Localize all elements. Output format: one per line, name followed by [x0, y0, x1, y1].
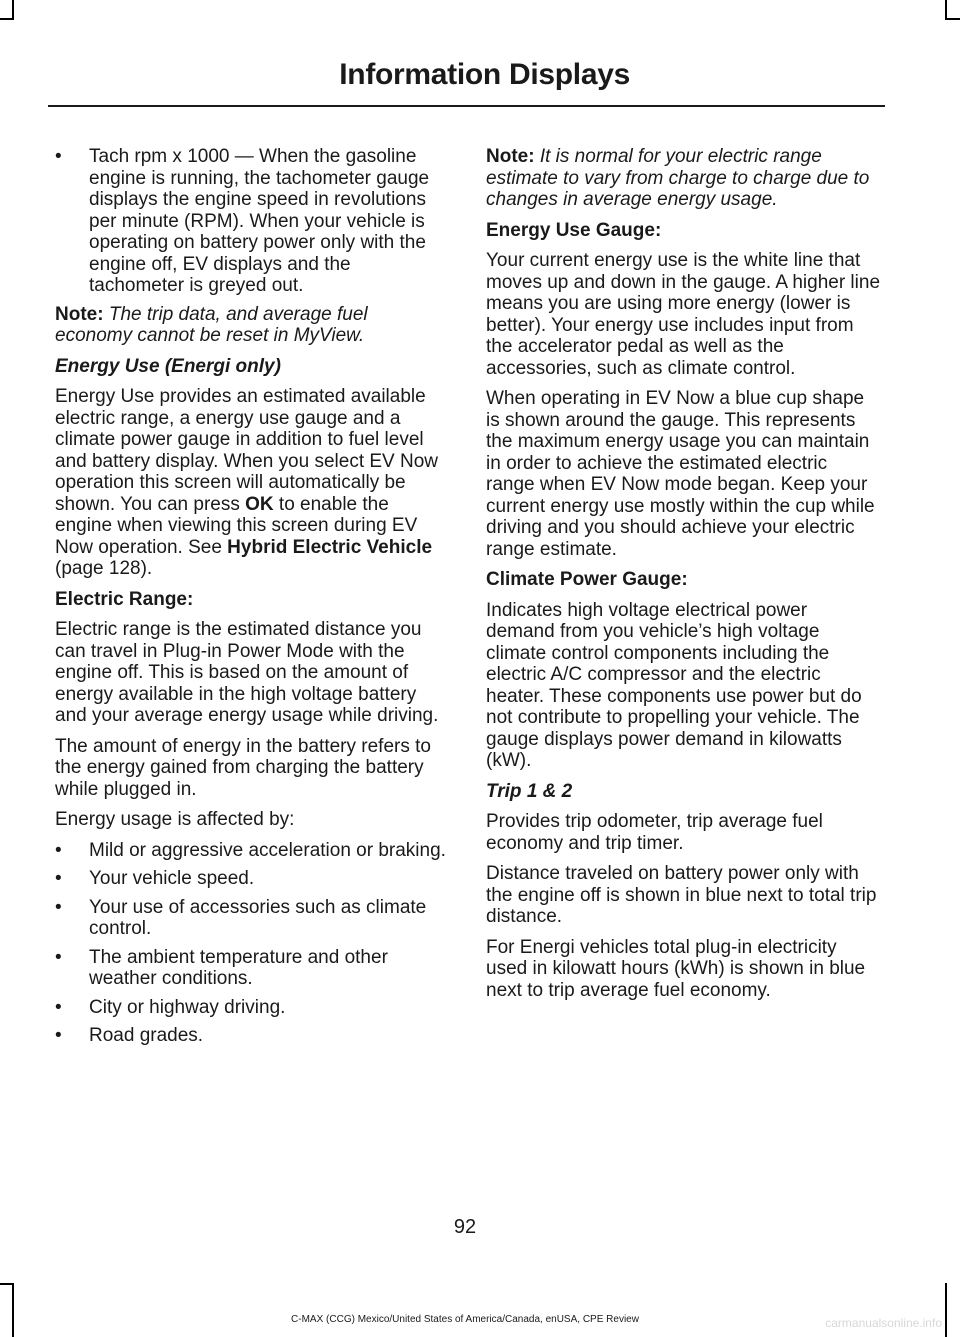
energy-use-paragraph: [55, 386, 447, 580]
energy-use-heading: Energy Use (Energi only): [55, 355, 281, 377]
energy-use-text-1: Energy Use provides an estimated available electric range, a energy use gauge and a climate power gauge in addition to fuel level and battery display. When you select EV Now operation this screen will automatically be shown. You can press: [55, 386, 439, 515]
electric-range-p1: Electric range is the estimated distance you can travel in Plug-in Power Mode with the engine off. This is based on the amount of energy available in the high voltage battery and your average energy usage while driving.: [55, 619, 439, 726]
crop-mark-bottom-left-h: [0, 1283, 14, 1285]
crop-mark-top-right-v: [945, 0, 947, 20]
electric-range-heading: Electric Range:: [55, 588, 194, 610]
list-item: [55, 997, 447, 1019]
note-label: Note:: [55, 303, 104, 325]
energy-usage-intro: Energy usage is affected by:: [55, 809, 295, 830]
list-item-text: The ambient temperature and other weather conditions.: [89, 946, 388, 989]
trip-p3: For Energi vehicles total plug-in electricity used in kilowatt hours (kWh) is shown in blue next to trip average fuel economy.: [486, 936, 866, 1001]
right-column: [486, 146, 880, 1010]
bullet-dot: •: [55, 996, 62, 1018]
page-reference: (page 128).: [55, 558, 153, 579]
hybrid-electric-vehicle-link[interactable]: Hybrid Electric Vehicle: [227, 536, 433, 558]
bullet-tach-text: Tach rpm x 1000 — When the gasoline engine is running, the tachometer gauge displays the engine speed in revolutions per minute (RPM). When your vehicle is operating on battery power only with the engine off, EV displays and the tachometer is greyed out.: [89, 146, 430, 296]
bullet-dot: •: [55, 146, 62, 167]
energy-gauge-p2: When operating in EV Now a blue cup shape is shown around the gauge. This represents the maximum energy usage you can maintain in order to achieve the estimated electric range when EV Now mode began. Keep your current energy use mostly within the cup while driving and you should achieve your electric range estimate.: [486, 388, 875, 560]
page-number: 92: [453, 1216, 477, 1238]
note-label: Note:: [486, 146, 535, 167]
bullet-tach: [55, 146, 447, 297]
bullet-dot: •: [55, 896, 62, 918]
page-title: Information Displays: [339, 58, 630, 91]
list-item-text: Road grades.: [89, 1025, 204, 1046]
bullet-dot: •: [55, 868, 62, 889]
footer-meta: C-MAX (CCG) Mexico/United States of America/Canada, enUSA, CPE Review: [291, 1314, 639, 1325]
crop-mark-bottom-right-v: [945, 1283, 947, 1337]
electric-range-p2: The amount of energy in the battery refers to the energy gained from charging the battery while plugged in.: [55, 735, 431, 800]
climate-power-gauge-heading: Climate Power Gauge:: [486, 569, 688, 590]
trip-heading: Trip 1 & 2: [486, 780, 573, 802]
crop-mark-top-left-v: [12, 0, 14, 20]
watermark: carmanualsonline.info: [825, 1316, 942, 1330]
climate-p1: Indicates high voltage electrical power demand from you vehicle’s high voltage climate control components including the electric A/C compressor and the electric heater. These components use power but do not contribute to propelling your vehicle. The gauge displays power demand in kilowatts (kW).: [486, 599, 862, 771]
energy-gauge-p1: Your current energy use is the white line that moves up and down in the gauge. A higher line means you are using more energy (lower is better). Your energy use includes input from the accelerator pedal as well as the accessories, such as climate control.: [486, 250, 881, 379]
crop-mark-bottom-left-v: [12, 1283, 14, 1337]
note-trip-data: [55, 304, 447, 347]
crop-mark-top-left-h: [0, 18, 14, 20]
list-item-text: City or highway driving.: [89, 996, 286, 1018]
list-item-text: Your use of accessories such as climate control.: [89, 896, 427, 939]
list-item: [55, 1025, 447, 1047]
trip-p1: Provides trip odometer, trip average fuel economy and trip timer.: [486, 811, 823, 854]
crop-mark-top-right-h: [945, 18, 960, 20]
list-item: [55, 897, 447, 940]
trip-p2: Distance traveled on battery power only with the engine off is shown in blue next to total trip distance.: [486, 863, 877, 927]
list-item-text: Mild or aggressive acceleration or braking.: [89, 839, 446, 861]
note-text: The trip data, and average fuel economy cannot be reset in MyView.: [55, 303, 368, 346]
list-item-text: Your vehicle speed.: [89, 868, 255, 889]
list-item: [55, 840, 447, 862]
list-item: [55, 868, 447, 890]
bullet-dot: •: [55, 1025, 62, 1046]
note-text: It is normal for your electric range estimate to vary from charge to charge due to changes in average energy usage.: [486, 146, 870, 210]
energy-use-text-2: to enable the engine when viewing this screen during EV Now operation. See: [55, 493, 418, 558]
list-item: [55, 947, 447, 990]
header-divider: [48, 105, 885, 107]
bullet-dot: •: [55, 946, 62, 968]
bullet-dot: •: [55, 839, 62, 861]
note-electric-range: [486, 146, 880, 211]
ok-button-label: OK: [245, 493, 274, 515]
left-column: [55, 146, 447, 1054]
energy-use-gauge-heading: Energy Use Gauge:: [486, 219, 662, 241]
